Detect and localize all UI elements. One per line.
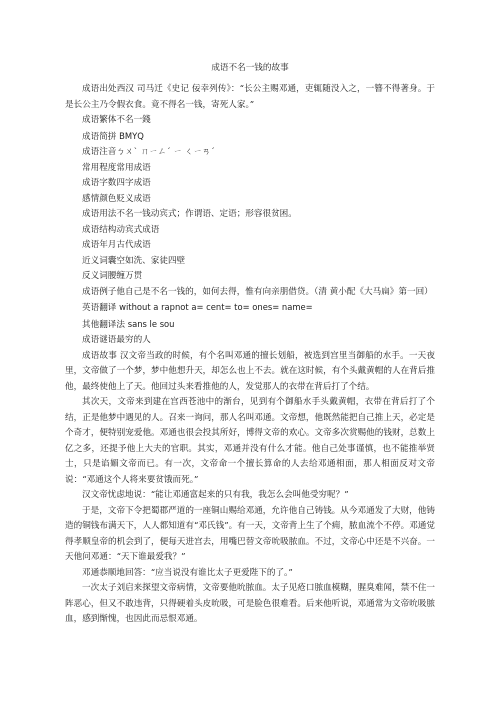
source-paragraph: 成语出处西汉 司马迁《史记 佞幸列传》：“长公主赐邓通，吏辄随没入之，一簪不得著身。于是长公主乃令假衣食。竟不得名一钱，寄死人家。”	[65, 84, 435, 110]
story-paragraph-3: 汉文帝忧虑地说：“能让邓通富起来的只有我，我怎么会叫他受穷呢？”	[82, 490, 349, 500]
pinyin-label: 成语简拼	[82, 131, 117, 142]
english-translation	[65, 300, 435, 317]
story-paragraph-5: 邓通恭顺地回答：“应当说没有谁比太子更爱陛下的了。”	[82, 567, 293, 578]
english-label: 英语翻译	[82, 303, 117, 313]
other-label: 其他翻译法	[82, 319, 125, 330]
pinyin-value: BMYQ	[119, 130, 144, 141]
story-paragraph-4: 于是，文帝下令把蜀郡严道的一座铜山赐给邓通，允许他自己铸钱。从今邓通发了大财，他铸造的铜钱布满天下，人人都知道有“邓氏钱”。有一天，文帝背上生了个痈，脓血流个不停。邓通觉得孝顺皇帝的机会到了，便每天进宫去，用嘴巴替文帝吮吸脓血。不过，文帝心中还是不兴奋。一天他问邓通：“天下谁最爱我？”	[65, 505, 435, 562]
riddle: 成语谜语最穷的人	[82, 335, 151, 345]
english-value: without a rapnot a= cent= to= ones= name=	[119, 302, 313, 312]
usage: 成语用法不名一钱动宾式；作谓语、定语；形容很贫困。	[82, 209, 297, 219]
document-title: 成语不名一钱的故事	[211, 63, 289, 73]
traditional-form: 成语繁体不名一錢	[82, 115, 151, 125]
example-sentence: 成语例子他自己是不名一钱的，如何去得，惟有向亲朋借贷。（清 黄小配《大马扁》第一回）	[82, 286, 433, 297]
other-translation	[65, 317, 435, 334]
story-paragraph-2: 其次天，文帝来到建在宫西苍池中的渐台，见到有个御船水手头戴黄帽，衣带在背后打了个结，正是他梦中遇见的人。召来一询问，那人名叫邓通。文帝想，他既然能把自己推上天，必定是个奇才，便特别宠爱他。邓通也很会投其所好，博得文帝的欢心。文帝多次赏赐他的钱财，总数上亿之多，还提予他上大夫的官职。其实，邓通并没有什么才能。他自己处事谨慎，也不能推举贤士，只是谄媚文帝而已。有一次，文帝命一个擅长算命的人去给邓通相面，那人相面反对文帝说：“邓通这个人将来要贫饿而死。”	[65, 397, 435, 485]
structure: 成语结构动宾式成语	[82, 224, 160, 235]
other-value: sans le sou	[127, 318, 175, 329]
synonyms: 近义词囊空如洗、家徒四壁	[82, 255, 186, 266]
pinyin-abbrev	[65, 129, 435, 146]
usage-frequency: 常用程度常用成语	[82, 162, 151, 173]
sentiment: 感情颜色贬义成语	[82, 193, 151, 204]
story-paragraph-6: 一次太子刘启来探望文帝病情，文帝要他吮脓血。太子见疮口脓血模糊，腥臭难闻，禁不住一阵恶心，但又不敢违背，只得硬着头皮吮吸，可是脸色很难看。后来他听说，邓通常为文帝吮吸脓血，感到惭愧，也因此而忌恨邓通。	[65, 583, 435, 624]
story-paragraph-1: 成语故事 汉文帝当政的时候，有个名叫邓通的擅长划船，被选到宫里当御船的水手。一天夜里，文帝做了一个梦，梦中他想升天，却怎么也上不去。就在这时候，有个头戴黄帽的人在背后推他，最终使他上了天。他回过头来看推他的人，发觉那人的衣带在背后打了个结。	[65, 350, 435, 392]
antonyms: 反义词腰缠万贯	[82, 271, 143, 281]
document-page	[65, 62, 435, 628]
character-count: 成语字数四字成语	[82, 178, 151, 188]
era: 成语年月古代成语	[82, 240, 151, 250]
zhuyin: 成语注音ㄅㄨˋ ㄇㄧㄥˊ ㄧ ㄑㄧㄢˊ	[82, 147, 215, 157]
